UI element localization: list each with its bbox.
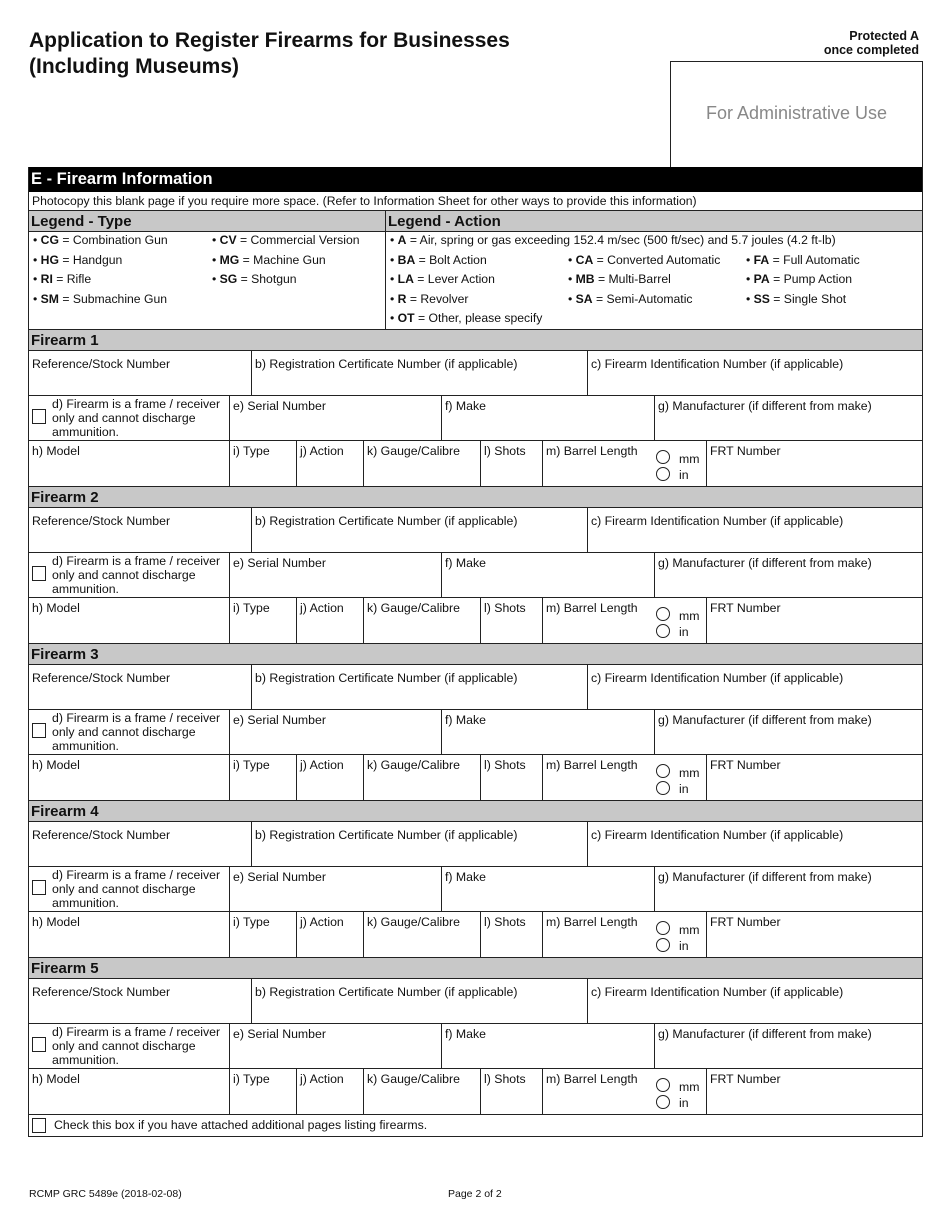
- gauge-calibre-field[interactable]: [363, 441, 480, 486]
- type-label: i) Type: [233, 601, 270, 615]
- registration-certificate-field[interactable]: [251, 665, 587, 709]
- legend-type-title: Legend - Type: [29, 211, 386, 231]
- gauge-calibre-field[interactable]: [363, 912, 480, 957]
- legend-action-item: • MB = Multi-Barrel: [568, 272, 671, 286]
- unit-in-label: in: [679, 1096, 689, 1110]
- shots-field[interactable]: [480, 755, 542, 800]
- model-field[interactable]: [29, 1069, 229, 1114]
- registration-certificate-label: b) Registration Certificate Number (if applicable): [255, 985, 518, 999]
- reference-stock-number-field[interactable]: [29, 979, 251, 1023]
- firearm-row-ids: [29, 665, 922, 710]
- unit-mm-label: mm: [679, 766, 700, 780]
- form-id: RCMP GRC 5489e (2018-02-08): [29, 1188, 182, 1200]
- firearm-row-specs: [29, 755, 922, 801]
- model-field[interactable]: [29, 441, 229, 486]
- frt-number-field[interactable]: [706, 755, 922, 800]
- legend-type-list: [29, 232, 386, 329]
- unit-in-radio[interactable]: [656, 938, 670, 952]
- make-field[interactable]: [441, 1024, 654, 1068]
- model-field[interactable]: [29, 598, 229, 643]
- barrel-length-label: m) Barrel Length: [546, 1072, 638, 1086]
- model-label: h) Model: [32, 444, 80, 458]
- barrel-length-label: m) Barrel Length: [546, 758, 638, 772]
- reference-stock-number-field[interactable]: [29, 822, 251, 866]
- gauge-calibre-field[interactable]: [363, 598, 480, 643]
- make-field[interactable]: [441, 553, 654, 597]
- unit-in-label: in: [679, 939, 689, 953]
- protected-line-2: once completed: [823, 43, 919, 57]
- firearm-row-ids: [29, 508, 922, 553]
- serial-number-label: e) Serial Number: [233, 1027, 326, 1041]
- barrel-unit-selector: [654, 441, 706, 486]
- protected-line-1: Protected A: [849, 29, 919, 43]
- firearm-id-number-field[interactable]: [587, 665, 922, 709]
- protected-notice: [824, 29, 919, 57]
- type-label: i) Type: [233, 915, 270, 929]
- make-field[interactable]: [441, 867, 654, 911]
- barrel-length-label: m) Barrel Length: [546, 444, 638, 458]
- barrel-length-field[interactable]: [542, 598, 654, 643]
- legend-type-item: • CG = Combination Gun: [33, 233, 168, 247]
- firearm-title: Firearm 3: [29, 644, 922, 665]
- firearm-row-specs: [29, 441, 922, 487]
- firearm-id-number-label: c) Firearm Identification Number (if applicable): [591, 828, 844, 842]
- barrel-unit-selector: [654, 755, 706, 800]
- registration-certificate-label: b) Registration Certificate Number (if applicable): [255, 671, 518, 685]
- firearm-row-details: [29, 710, 922, 755]
- make-label: f) Make: [445, 713, 486, 727]
- type-field[interactable]: [229, 598, 296, 643]
- unit-in-radio[interactable]: [656, 1095, 670, 1109]
- firearm-title: Firearm 4: [29, 801, 922, 822]
- photocopy-note: Photocopy this blank page if you require more space. (Refer to Information Sheet for other ways to provide this information): [29, 192, 922, 211]
- legend-type-item: • HG = Handgun: [33, 253, 123, 267]
- manufacturer-field[interactable]: [654, 396, 922, 440]
- shots-label: l) Shots: [484, 758, 526, 772]
- action-field[interactable]: [296, 912, 363, 957]
- make-label: f) Make: [445, 1027, 486, 1041]
- registration-certificate-label: b) Registration Certificate Number (if applicable): [255, 514, 518, 528]
- shots-label: l) Shots: [484, 1072, 526, 1086]
- serial-number-label: e) Serial Number: [233, 713, 326, 727]
- legend-header: [29, 211, 922, 232]
- frt-number-field[interactable]: [706, 441, 922, 486]
- firearm-block: [29, 958, 922, 1115]
- serial-number-label: e) Serial Number: [233, 399, 326, 413]
- frame-receiver-checkbox[interactable]: [32, 566, 46, 581]
- model-label: h) Model: [32, 1072, 80, 1086]
- action-field[interactable]: [296, 441, 363, 486]
- unit-mm-radio[interactable]: [656, 764, 670, 778]
- manufacturer-label: g) Manufacturer (if different from make): [658, 1027, 872, 1041]
- firearm-row-details: [29, 1024, 922, 1069]
- reference-stock-number-field[interactable]: [29, 508, 251, 552]
- type-label: i) Type: [233, 1072, 270, 1086]
- legend-action-item: • SA = Semi-Automatic: [568, 292, 693, 306]
- type-label: i) Type: [233, 444, 270, 458]
- firearm-title: Firearm 1: [29, 330, 922, 351]
- barrel-unit-selector: [654, 1069, 706, 1114]
- frame-receiver-checkbox[interactable]: [32, 723, 46, 738]
- serial-number-field[interactable]: [229, 553, 441, 597]
- registration-certificate-label: b) Registration Certificate Number (if applicable): [255, 357, 518, 371]
- attach-pages-checkbox[interactable]: [32, 1118, 46, 1133]
- unit-in-label: in: [679, 782, 689, 796]
- firearm-block: [29, 487, 922, 644]
- firearm-row-ids: [29, 351, 922, 396]
- registration-certificate-field[interactable]: [251, 822, 587, 866]
- reference-stock-number-field[interactable]: [29, 351, 251, 395]
- shots-label: l) Shots: [484, 601, 526, 615]
- shots-label: l) Shots: [484, 444, 526, 458]
- make-label: f) Make: [445, 870, 486, 884]
- reference-stock-number-label: Reference/Stock Number: [32, 828, 171, 842]
- reference-stock-number-label: Reference/Stock Number: [32, 985, 171, 999]
- firearm-block: [29, 330, 922, 487]
- barrel-length-field[interactable]: [542, 441, 654, 486]
- frame-receiver-field: [29, 396, 229, 440]
- frame-receiver-label: d) Firearm is a frame / receiver only and cannot discharge ammunition.: [52, 1025, 221, 1067]
- frame-receiver-label: d) Firearm is a frame / receiver only and cannot discharge ammunition.: [52, 711, 221, 753]
- manufacturer-field[interactable]: [654, 710, 922, 754]
- serial-number-label: e) Serial Number: [233, 556, 326, 570]
- firearm-row-details: [29, 553, 922, 598]
- unit-mm-radio[interactable]: [656, 1078, 670, 1092]
- legend-action-item: • OT = Other, please specify: [390, 311, 543, 325]
- serial-number-field[interactable]: [229, 1024, 441, 1068]
- legend-type-item: • SG = Shotgun: [212, 272, 297, 286]
- model-label: h) Model: [32, 601, 80, 615]
- type-label: i) Type: [233, 758, 270, 772]
- page-number: Page 2 of 2: [448, 1188, 502, 1200]
- firearm-row-specs: [29, 1069, 922, 1115]
- legend-type-item: • CV = Commercial Version: [212, 233, 360, 247]
- type-field[interactable]: [229, 755, 296, 800]
- legend-action-item: • R = Revolver: [390, 292, 469, 306]
- legend-action-item: • CA = Converted Automatic: [568, 253, 721, 267]
- shots-field[interactable]: [480, 912, 542, 957]
- shots-label: l) Shots: [484, 915, 526, 929]
- frame-receiver-field: [29, 867, 229, 911]
- unit-mm-label: mm: [679, 452, 700, 466]
- registration-certificate-field[interactable]: [251, 351, 587, 395]
- unit-mm-radio[interactable]: [656, 607, 670, 621]
- action-field[interactable]: [296, 1069, 363, 1114]
- gauge-calibre-field[interactable]: [363, 755, 480, 800]
- manufacturer-label: g) Manufacturer (if different from make): [658, 713, 872, 727]
- legend-action-item: • LA = Lever Action: [390, 272, 495, 286]
- barrel-length-label: m) Barrel Length: [546, 601, 638, 615]
- barrel-length-label: m) Barrel Length: [546, 915, 638, 929]
- frt-number-label: FRT Number: [710, 444, 781, 458]
- frame-receiver-checkbox[interactable]: [32, 1037, 46, 1052]
- barrel-unit-selector: [654, 598, 706, 643]
- firearm-block: [29, 644, 922, 801]
- legend-action-title: Legend - Action: [386, 211, 922, 231]
- shots-field[interactable]: [480, 1069, 542, 1114]
- unit-mm-label: mm: [679, 609, 700, 623]
- frt-number-field[interactable]: [706, 1069, 922, 1114]
- shots-field[interactable]: [480, 598, 542, 643]
- frt-number-label: FRT Number: [710, 601, 781, 615]
- frame-receiver-label: d) Firearm is a frame / receiver only and cannot discharge ammunition.: [52, 868, 221, 910]
- admin-use-box: [670, 61, 923, 168]
- reference-stock-number-label: Reference/Stock Number: [32, 514, 171, 528]
- manufacturer-label: g) Manufacturer (if different from make): [658, 556, 872, 570]
- legend-action-item: • BA = Bolt Action: [390, 253, 487, 267]
- legend-type-item: • RI = Rifle: [33, 272, 92, 286]
- shots-field[interactable]: [480, 441, 542, 486]
- serial-number-field[interactable]: [229, 396, 441, 440]
- frame-receiver-field: [29, 1024, 229, 1068]
- frt-number-label: FRT Number: [710, 1072, 781, 1086]
- unit-mm-radio[interactable]: [656, 921, 670, 935]
- registration-certificate-label: b) Registration Certificate Number (if applicable): [255, 828, 518, 842]
- legend-action-item: • A = Air, spring or gas exceeding 152.4 m/sec (500 ft/sec) and 5.7 joules (4.2 ft-lb): [390, 233, 836, 247]
- gauge-calibre-label: k) Gauge/Calibre: [367, 601, 460, 615]
- type-field[interactable]: [229, 912, 296, 957]
- legend-body: [29, 232, 922, 330]
- type-field[interactable]: [229, 441, 296, 486]
- firearm-id-number-label: c) Firearm Identification Number (if applicable): [591, 671, 844, 685]
- make-label: f) Make: [445, 399, 486, 413]
- firearm-id-number-label: c) Firearm Identification Number (if applicable): [591, 985, 844, 999]
- unit-in-radio[interactable]: [656, 781, 670, 795]
- title-line-1: Application to Register Firearms for Businesses: [29, 29, 510, 52]
- legend-type-item: • MG = Machine Gun: [212, 253, 326, 267]
- action-field[interactable]: [296, 755, 363, 800]
- reference-stock-number-label: Reference/Stock Number: [32, 357, 171, 371]
- make-label: f) Make: [445, 556, 486, 570]
- legend-type-item: • SM = Submachine Gun: [33, 292, 168, 306]
- firearm-row-details: [29, 396, 922, 441]
- unit-in-radio[interactable]: [656, 467, 670, 481]
- frame-receiver-checkbox[interactable]: [32, 409, 46, 424]
- action-label: j) Action: [300, 444, 344, 458]
- firearm-form: [28, 167, 923, 1137]
- reference-stock-number-field[interactable]: [29, 665, 251, 709]
- frt-number-field[interactable]: [706, 912, 922, 957]
- unit-in-radio[interactable]: [656, 624, 670, 638]
- manufacturer-label: g) Manufacturer (if different from make): [658, 870, 872, 884]
- gauge-calibre-label: k) Gauge/Calibre: [367, 915, 460, 929]
- barrel-length-field[interactable]: [542, 912, 654, 957]
- model-field[interactable]: [29, 755, 229, 800]
- unit-mm-label: mm: [679, 923, 700, 937]
- gauge-calibre-label: k) Gauge/Calibre: [367, 758, 460, 772]
- firearm-id-number-label: c) Firearm Identification Number (if applicable): [591, 357, 844, 371]
- reference-stock-number-label: Reference/Stock Number: [32, 671, 171, 685]
- action-label: j) Action: [300, 1072, 344, 1086]
- firearm-row-specs: [29, 912, 922, 958]
- gauge-calibre-field[interactable]: [363, 1069, 480, 1114]
- frt-number-label: FRT Number: [710, 758, 781, 772]
- firearm-row-details: [29, 867, 922, 912]
- serial-number-field[interactable]: [229, 867, 441, 911]
- unit-in-label: in: [679, 468, 689, 482]
- make-field[interactable]: [441, 396, 654, 440]
- model-label: h) Model: [32, 915, 80, 929]
- gauge-calibre-label: k) Gauge/Calibre: [367, 444, 460, 458]
- firearms-list: [29, 330, 922, 1115]
- action-label: j) Action: [300, 915, 344, 929]
- firearm-block: [29, 801, 922, 958]
- manufacturer-field[interactable]: [654, 553, 922, 597]
- action-field[interactable]: [296, 598, 363, 643]
- firearm-id-number-label: c) Firearm Identification Number (if applicable): [591, 514, 844, 528]
- model-field[interactable]: [29, 912, 229, 957]
- legend-action-item: • FA = Full Automatic: [746, 253, 860, 267]
- manufacturer-field[interactable]: [654, 867, 922, 911]
- firearm-id-number-field[interactable]: [587, 979, 922, 1023]
- type-field[interactable]: [229, 1069, 296, 1114]
- firearm-row-ids: [29, 822, 922, 867]
- firearm-title: Firearm 2: [29, 487, 922, 508]
- attach-pages-row: [29, 1115, 922, 1136]
- action-label: j) Action: [300, 601, 344, 615]
- legend-action-item: • SS = Single Shot: [746, 292, 847, 306]
- firearm-row-specs: [29, 598, 922, 644]
- serial-number-field[interactable]: [229, 710, 441, 754]
- unit-mm-radio[interactable]: [656, 450, 670, 464]
- barrel-length-field[interactable]: [542, 755, 654, 800]
- firearm-id-number-field[interactable]: [587, 508, 922, 552]
- firearm-title: Firearm 5: [29, 958, 922, 979]
- legend-action-list: [386, 232, 922, 329]
- legend-action-item: • PA = Pump Action: [746, 272, 853, 286]
- frame-receiver-field: [29, 710, 229, 754]
- unit-mm-label: mm: [679, 1080, 700, 1094]
- barrel-length-field[interactable]: [542, 1069, 654, 1114]
- frt-number-label: FRT Number: [710, 915, 781, 929]
- unit-in-label: in: [679, 625, 689, 639]
- frame-receiver-checkbox[interactable]: [32, 880, 46, 895]
- firearm-id-number-field[interactable]: [587, 822, 922, 866]
- model-label: h) Model: [32, 758, 80, 772]
- section-title: E - Firearm Information: [29, 167, 922, 192]
- frame-receiver-label: d) Firearm is a frame / receiver only and cannot discharge ammunition.: [52, 397, 221, 439]
- form-title: [29, 28, 510, 80]
- attach-pages-label: Check this box if you have attached additional pages listing firearms.: [54, 1118, 428, 1132]
- title-line-2: (Including Museums): [29, 55, 239, 78]
- frame-receiver-field: [29, 553, 229, 597]
- gauge-calibre-label: k) Gauge/Calibre: [367, 1072, 460, 1086]
- firearm-id-number-field[interactable]: [587, 351, 922, 395]
- admin-use-label: For Administrative Use: [705, 103, 888, 123]
- registration-certificate-field[interactable]: [251, 979, 587, 1023]
- frt-number-field[interactable]: [706, 598, 922, 643]
- frame-receiver-label: d) Firearm is a frame / receiver only and cannot discharge ammunition.: [52, 554, 221, 596]
- firearm-row-ids: [29, 979, 922, 1024]
- barrel-unit-selector: [654, 912, 706, 957]
- registration-certificate-field[interactable]: [251, 508, 587, 552]
- serial-number-label: e) Serial Number: [233, 870, 326, 884]
- manufacturer-label: g) Manufacturer (if different from make): [658, 399, 872, 413]
- action-label: j) Action: [300, 758, 344, 772]
- make-field[interactable]: [441, 710, 654, 754]
- manufacturer-field[interactable]: [654, 1024, 922, 1068]
